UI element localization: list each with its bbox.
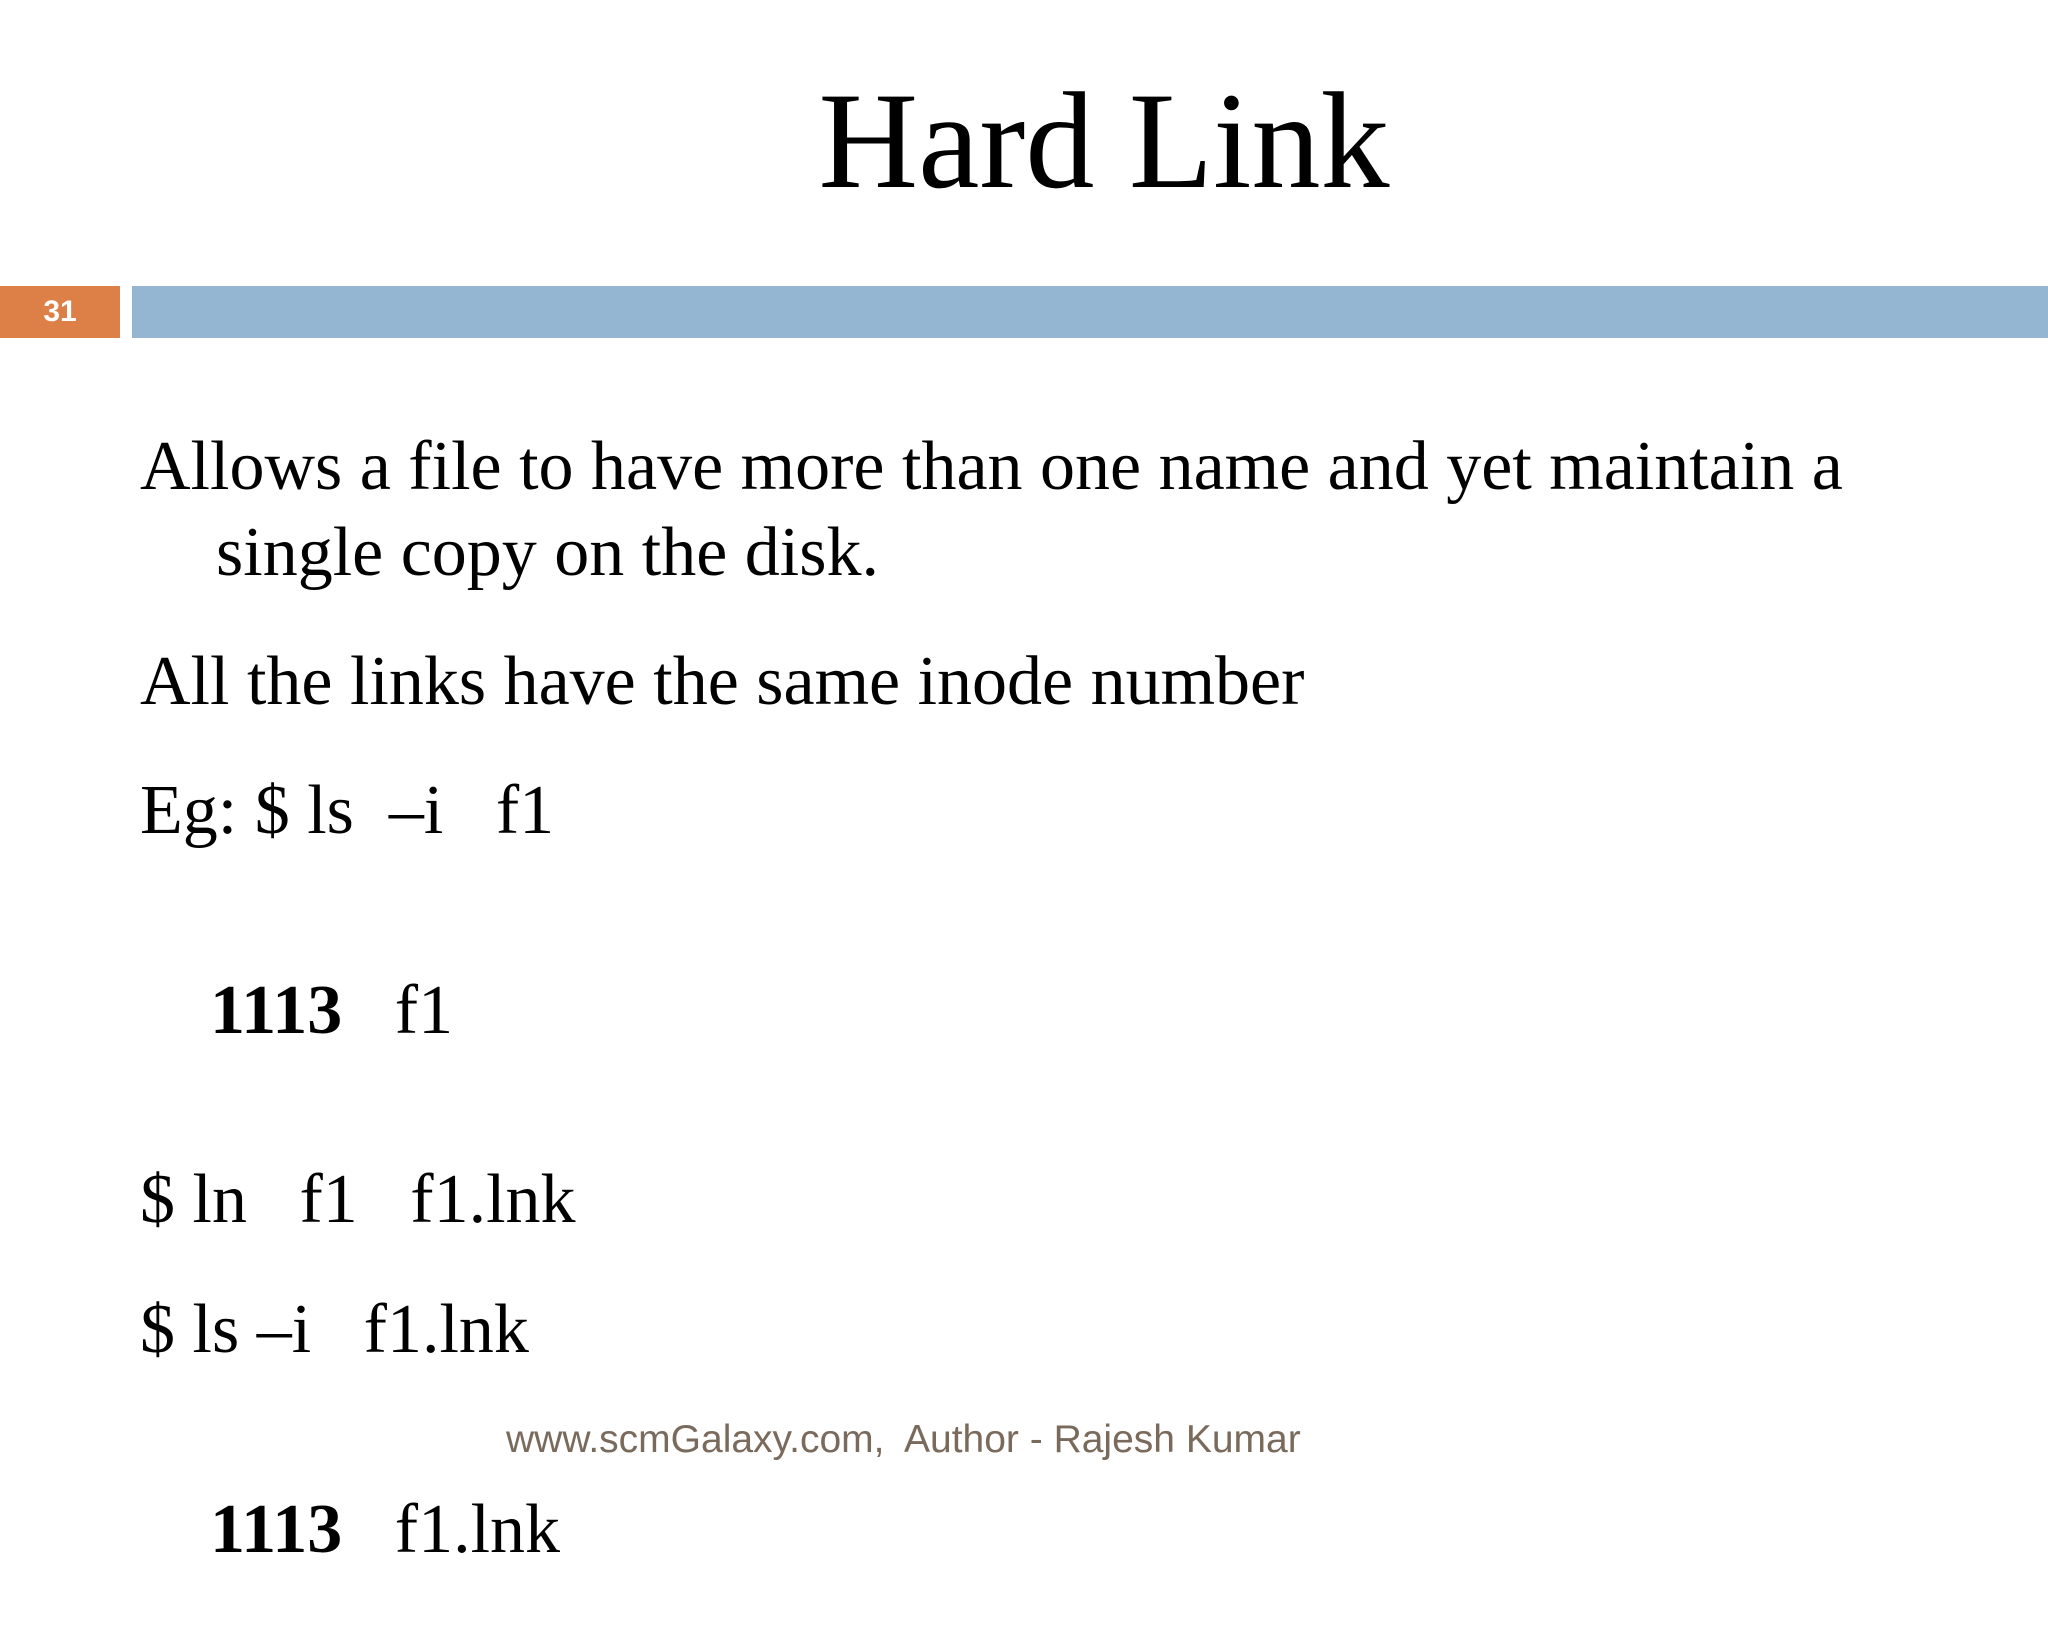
slide-footer: www.scmGalaxy.com, Author - Rajesh Kumar	[506, 1418, 1301, 1461]
slide-title: Hard Link	[818, 64, 1390, 217]
slide-number-badge: 31	[0, 286, 120, 338]
body-line-inode-statement: All the links have the same inode number	[140, 643, 1305, 720]
body-line-1: Allows a file to have more than one name and yet maintain a	[140, 428, 1843, 505]
example-command-ln: $ ln f1 f1.lnk	[140, 1161, 576, 1238]
example-command-ls-link: $ ls –i f1.lnk	[140, 1291, 529, 1368]
body-line-1-continuation: single copy on the disk.	[216, 514, 879, 591]
title-divider-bar	[132, 286, 2048, 338]
example-command-ls: Eg: $ ls –i f1	[140, 772, 555, 849]
example-output-f1-lnk	[140, 1425, 560, 1635]
output-filename: f1	[342, 972, 454, 1049]
example-output-f1	[140, 906, 453, 1116]
inode-number: 1113	[210, 1491, 343, 1568]
inode-number: 1113	[210, 972, 343, 1049]
output-filename: f1.lnk	[342, 1491, 561, 1568]
